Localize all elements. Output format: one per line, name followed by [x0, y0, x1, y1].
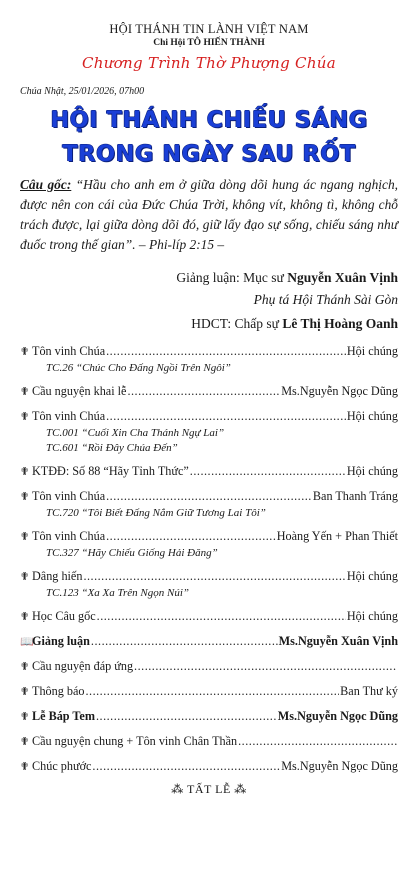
order-item-label: Cầu nguyện khai lễ [32, 384, 127, 398]
order-item [20, 707, 398, 726]
order-item [20, 567, 398, 586]
order-item-leader: Ms.Nguyễn Xuân Vịnh [278, 634, 398, 648]
cross-bullet-icon: ✟ [20, 736, 30, 748]
cross-bullet-icon: ✟ [20, 711, 30, 723]
order-of-service [20, 342, 398, 776]
branch-name: Chi Hội TÔ HIẾN THÀNH [153, 38, 265, 48]
order-item [20, 462, 398, 481]
order-item-leader: Ms.Nguyễn Ngọc Dũng [277, 709, 398, 723]
end-marker [20, 782, 398, 797]
cross-bullet-icon: ✟ [20, 386, 30, 398]
order-item-label: Học Câu gốc [32, 609, 96, 623]
order-item [20, 657, 398, 676]
order-item-label: KTĐĐ: Số 88 “Hãy Tỉnh Thức” [32, 464, 189, 478]
preacher-role: Phụ tá Hội Thánh Sài Gòn [253, 292, 398, 307]
dot-leader [106, 527, 276, 545]
dot-leader [238, 732, 397, 750]
order-item [20, 527, 398, 546]
order-item-label: Chúc phước [32, 759, 92, 773]
hymn-reference: TC.601 “Rồi Đây Chúa Đến” [46, 442, 178, 454]
preacher-label: Giảng luận: Mục sư [176, 270, 288, 285]
order-item-leader: Hội chúng [346, 409, 398, 423]
book-icon: 📖 [20, 636, 34, 648]
order-item-label: Dâng hiến [32, 569, 83, 583]
order-item-leader: Ban Thư ký [340, 684, 398, 698]
order-item-label: Lễ Báp Tem [32, 709, 95, 723]
order-item [20, 407, 398, 426]
order-item-label: Tôn vinh Chúa [32, 489, 106, 503]
cross-bullet-icon: ✟ [20, 761, 30, 773]
flourish-right-icon: ⁂ [230, 782, 247, 796]
order-item [20, 682, 398, 701]
dot-leader [106, 407, 346, 425]
dot-leader [134, 657, 397, 675]
org-name: HỘI THÁNH TIN LÀNH VIỆT NAM [109, 22, 309, 36]
service-date: Chúa Nhật, 25/01/2026, 07h00 [20, 86, 145, 97]
end-text: TẤT LỄ [187, 782, 231, 796]
cross-bullet-icon: ✟ [20, 346, 30, 358]
dot-leader [190, 462, 346, 480]
order-item [20, 632, 398, 651]
dot-leader [106, 342, 346, 360]
dot-leader [85, 682, 339, 700]
flourish-left-icon: ⁂ [171, 782, 187, 796]
cross-bullet-icon: ✟ [20, 611, 30, 623]
cross-bullet-icon: ✟ [20, 531, 30, 543]
cross-bullet-icon: ✟ [20, 661, 30, 673]
order-item-label: Cầu nguyện chung + Tôn vinh Chân Thần [32, 734, 238, 748]
sermon-title-line-1: HỘI THÁNH CHIẾU SÁNG [50, 107, 368, 133]
cross-bullet-icon: ✟ [20, 571, 30, 583]
dot-leader [92, 757, 280, 775]
memory-verse [20, 175, 398, 255]
sermon-title-line-2: TRONG NGÀY SAU RỐT [62, 141, 356, 167]
hymn-reference: TC.720 “Tôi Biết Đấng Nắm Giữ Tương Lai Tôi” [46, 507, 266, 519]
sermon-title [20, 103, 398, 171]
order-item [20, 757, 398, 776]
dot-leader [127, 382, 280, 400]
hdct-line [20, 316, 398, 332]
hymn-reference: TC.123 “Xa Xa Trên Ngọn Núi” [46, 587, 190, 599]
program-heading: Chương Trình Thờ Phượng Chúa [81, 54, 336, 72]
order-item-leader: Hoàng Yến + Phan Thiết [276, 529, 398, 543]
hymn-reference: TC.001 “Cuối Xin Cha Thánh Ngự Lai” [46, 427, 225, 439]
order-item-leader: Hội chúng [346, 464, 398, 478]
order-item [20, 342, 398, 361]
dot-leader [106, 487, 312, 505]
order-item-leader: Ms.Nguyễn Ngọc Dũng [281, 384, 398, 398]
order-item [20, 382, 398, 401]
hdct-name: Lê Thị Hoàng Oanh [282, 316, 398, 331]
order-item-leader: Ms.Nguyễn Ngọc Dũng [281, 759, 398, 773]
hymn-reference: TC.26 “Chúc Cho Đấng Ngồi Trên Ngôi” [46, 362, 231, 374]
dot-leader [91, 632, 278, 650]
memory-verse-reference: – Phi-líp 2:15 – [138, 237, 225, 252]
order-item-label: Tôn vinh Chúa [32, 409, 106, 423]
order-item [20, 487, 398, 506]
order-item-leader: Hội chúng [346, 344, 398, 358]
order-item [20, 732, 398, 751]
cross-bullet-icon: ✟ [20, 466, 30, 478]
preacher-line [20, 267, 398, 289]
memory-verse-text: “Hầu cho anh em ở giữa dòng dõi hung ác ngang nghịch, được nên con cái của Đức Chúa Trời, không vít, không tì, không chỗ trách được, lại giữa dòng dõi đó, giữ lấy đạo sự sống, chiếu sáng như đuốc trong thế gian”. [20, 177, 398, 252]
order-item-label: Tôn vinh Chúa [32, 529, 106, 543]
hdct-label: HDCT: Chấp sự [191, 316, 283, 331]
preacher-name: Nguyễn Xuân Vịnh [287, 270, 398, 285]
cross-bullet-icon: ✟ [20, 411, 30, 423]
order-item-label: Tôn vinh Chúa [32, 344, 106, 358]
dot-leader [97, 607, 346, 625]
dot-leader [83, 567, 345, 585]
cross-bullet-icon: ✟ [20, 686, 30, 698]
hymn-reference: TC.327 “Hãy Chiếu Giống Hải Đăng” [46, 547, 218, 559]
order-item-leader: Ban Thanh Tráng [312, 489, 398, 503]
order-item-label: Cầu nguyện đáp ứng [32, 659, 134, 673]
memory-verse-label: Câu gốc: [20, 177, 72, 192]
order-item-label: Giảng luận [32, 634, 90, 648]
order-item [20, 607, 398, 626]
order-item-leader: Hội chúng [346, 609, 398, 623]
order-item-label: Thông báo [32, 684, 85, 698]
preacher-block [20, 267, 398, 311]
order-item-leader: Hội chúng [346, 569, 398, 583]
cross-bullet-icon: ✟ [20, 491, 30, 503]
dot-leader [96, 707, 277, 725]
